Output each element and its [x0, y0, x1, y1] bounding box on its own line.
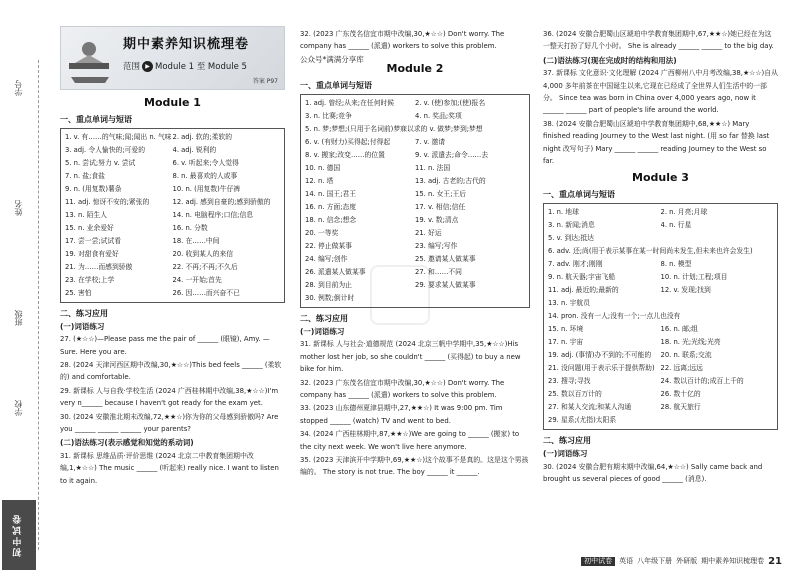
question: 30. (2024 安徽淮北期末改编,72,★★☆)你为你的父母感到骄傲吗? Are you ______ ______ ______ your parents?	[60, 412, 279, 433]
vocab-item: 21. 为……而感到骄傲	[65, 262, 133, 271]
name-label: 姓名	[14, 200, 23, 216]
vocab-item: 10. n. 德国	[305, 163, 341, 172]
vocab-item: 10. n. 计划;工程;项目	[660, 273, 728, 282]
vocab-item: 25. 害怕	[65, 288, 92, 297]
question: 33. (2023 山东德州夏津县期中,27,★★☆) It was 9:00 pm. Tim stopped ______ (watch) TV and went to bed.	[300, 404, 503, 425]
student-id-label: 学号	[14, 80, 23, 96]
subsection-heading: (二)语法练习(现在完成时的结构和用法)	[543, 55, 677, 65]
question: 37. 新课标 文化意识·文化理解 (2024 广西柳州八中月考改编,38,★☆☆)自从 4,000 多年前茶在中国诞生以来,它现在已经成了全世界人们生活中的一部分。 Since tea was born in China over 4,000 years ago, now it ______ ______ part of people's life around the world.	[543, 69, 778, 115]
vocab-item: 22. 停止做某事	[305, 241, 352, 250]
vocab-item: 27. 和……不同	[415, 267, 462, 276]
footer-subject: 英语	[619, 557, 634, 566]
vocab-item: 28. 航天旅行	[660, 403, 701, 412]
vocab-item: 12. n. 塔	[305, 176, 334, 185]
vocab-item: 4. n. 奖品;奖项	[415, 111, 462, 120]
vocab-item: 14. n. 电脑程序;口信;信息	[172, 210, 254, 219]
range-line	[123, 61, 247, 73]
vocab-item: 17. 尝一尝;试试看	[65, 236, 122, 245]
vocab-item: 12. v. 发现;找到	[660, 286, 711, 295]
vocab-item: 8. v. 搬家;改变……的位置	[305, 150, 385, 159]
vocab-item: 16. n. 邮;组	[660, 325, 698, 334]
vocab-item: 26. 数十亿的	[660, 390, 701, 399]
vocab-item: 4. n. 行星	[660, 221, 692, 230]
vocab-item: 20. 收到某人的来信	[172, 249, 234, 258]
vocab-item: 18. n. 光;光线;光亮	[660, 338, 721, 347]
vocab-item: 26. 派遣某人做某事	[305, 267, 366, 276]
vocab-item: 30. 例数;倒计时	[305, 293, 355, 302]
subsection-heading: (一)词语练习	[300, 326, 345, 336]
question: 27. (★☆☆)—Please pass me the pair of ______ (眼镜), Amy. —Sure. Here you are.	[60, 335, 270, 356]
question: 31. 新课标 思维品质·评价思维 (2024 北京二中教育集团期中改编,1,★☆☆) The music ______ (听起来) really nice. I want to listen to it again.	[60, 451, 279, 485]
section-heading: 一、重点单词与短语	[60, 114, 132, 124]
vocab-item: 4. adj. 锐利的	[172, 145, 217, 154]
title-banner	[60, 26, 285, 90]
range-prefix: 范围	[123, 62, 141, 72]
vocab-item: 29. 星系;(尤指)太阳系	[548, 416, 617, 425]
vocab-item: 6. v. (有财力)买得起;付得起	[305, 137, 391, 146]
school-label: 学校	[14, 400, 23, 416]
vocab-item: 1. adj. 曾经;从来;在任何时候	[305, 98, 395, 107]
vocab-item: 14. pron. 没有一人;没有一个;一点儿也没有	[548, 312, 681, 321]
question: 34. (2024 广西桂林期中,87,★★☆)We are going to ______ (搬家) to the city next week. We won't live here anymore.	[300, 430, 520, 451]
vocab-item: 5. n. 梦;梦想;(只用于名词前)梦寐以求的 v. 做梦;梦到;梦想	[305, 124, 483, 133]
section-heading: 二、练习应用	[300, 313, 348, 323]
footer-grade: 八年级下册	[637, 557, 673, 566]
vocab-item: 17. v. 相信;信任	[415, 202, 466, 211]
vocab-item: 29. 要求某人做某事	[415, 280, 476, 289]
section-heading: 一、重点单词与短语	[300, 80, 372, 90]
vocab-box	[300, 94, 530, 308]
vocab-item: 23. 编写;写作	[415, 241, 458, 250]
column-2	[300, 28, 530, 480]
question: 30. (2024 安徽合肥有期末期中改编,64,★☆☆) Sally came back and brought us several pieces of good ______ (消息).	[543, 462, 763, 483]
question: 32. (2023 广东茂名信宜市期中改编,30,★☆☆) Don't worry. The company has ______ (派遣) workers to solve this problem.	[300, 378, 505, 399]
vocab-item: 24. 数以百计的;成百上千的	[660, 377, 744, 386]
vocab-item: 2. v. (使)参加;(使)报名	[415, 98, 486, 107]
column-3	[543, 28, 778, 486]
vocab-item: 11. n. 法国	[415, 163, 451, 172]
vocab-item: 3. n. 比赛;竞争	[305, 111, 352, 120]
vocab-item: 2. adj. 软的;柔软的	[172, 132, 233, 141]
vocab-item: 9. n. (用复数)薯条	[65, 184, 122, 193]
question: 28. (2024 天津河西区期中改编,30,★☆☆)This bed feels ______ (柔软的) and comfortable.	[60, 360, 282, 382]
question: 32. (2023 广东茂名信宜市期中改编,30,★☆☆) Don't worry. The company has ______ (派遣) workers to solve this problem.	[300, 30, 505, 51]
vocab-item: 22. 远离;远远	[660, 364, 703, 373]
vocab-item: 15. n. 女王;王后	[415, 189, 467, 198]
binding-spine	[0, 0, 48, 574]
subsection-heading: (一)词语练习	[543, 449, 588, 459]
vocab-item: 6. v. 听起来;令人觉得	[172, 158, 239, 167]
vocab-item: 18. n. 信念;想念	[305, 215, 357, 224]
vocab-item: 11. adj. 惊讶不安的;紧张的	[65, 197, 150, 206]
question: 35. (2023 天津滨开中学期中,69,★★☆)这个故事不是真的。这是这个男孩编的。 The story is not true. The boy ______ it ______.	[300, 455, 529, 477]
question: 36. (2024 安徽合肥蜀山区琥珀中学教育集团期中,67,★★☆)她已经在为这一整天打扮了好几个小时。 She is already ______ ______ to the big day.	[543, 30, 774, 51]
vocab-item: 25. 数以百万计的	[548, 390, 602, 399]
vocab-item: 23. 搜寻;寻找	[548, 377, 591, 386]
play-icon: ▶	[142, 61, 153, 72]
vocab-item: 7. adv. 刚才;刚刚	[548, 260, 603, 269]
column-1	[60, 26, 285, 488]
vocab-item: 16. n. 分数	[172, 223, 208, 232]
vocab-item: 13. n. 陌生人	[65, 210, 107, 219]
vocab-item: 15. n. 业余爱好	[65, 223, 114, 232]
vocab-item: 2. n. 月亮;月球	[660, 208, 708, 217]
section-heading: 一、重点单词与短语	[543, 190, 615, 200]
question: 38. (2024 安徽合肥蜀山区琥珀中学教育集团期中,68,★★☆) Mary finished reading Journey to the West last night. (用 so far 替换 last night 改写句子) Mary ______ ______ reading Journey to the West so far.	[543, 119, 770, 166]
vocab-item: 12. adj. 感到自豪的;感到骄傲的	[172, 197, 271, 206]
class-label: 班级	[14, 310, 23, 326]
vocab-item: 16. n. 方面;态度	[305, 202, 357, 211]
vocab-item: 5. n. 尝试;努力 v. 尝试	[65, 158, 136, 167]
subsection-heading: (一)词语练习	[60, 321, 105, 331]
vocab-item: 21. 好运	[415, 228, 442, 237]
vocab-item: 28. 到目前为止	[305, 280, 352, 289]
reading-figure-icon	[65, 33, 115, 85]
vocab-item: 19. adj. (事情)办不到的;不可能的	[548, 351, 652, 360]
footer-label: 初中试卷	[581, 557, 615, 566]
question: 31. 新课标 人与社会·道德规范 (2024 北京三帆中学期中,35,★☆☆)His mother lost her job, so she couldn't ______ (买得起) to buy a new bike for him.	[300, 340, 521, 374]
vocab-item: 24. 一开始;首先	[172, 275, 222, 284]
brand-logo: 初中试卷	[2, 500, 36, 570]
vocab-item: 23. 在学校;上学	[65, 275, 115, 284]
vocab-item: 8. n. 模型	[660, 260, 692, 269]
footer-title: 期中素养知识梳理卷	[701, 557, 765, 566]
vocab-item: 17. n. 宇宙	[548, 338, 584, 347]
vocab-item: 9. v. 派遣去;命令……去	[415, 150, 489, 159]
vocab-item: 10. n. (用复数)牛仔裤	[172, 184, 241, 193]
vocab-item: 1. n. 地球	[548, 208, 579, 217]
vocab-item: 7. n. 盐;食盐	[65, 171, 105, 180]
page-number: 21	[768, 555, 782, 567]
vocab-item: 11. adj. 最近的;最新的	[548, 286, 619, 295]
section-heading: 二、练习应用	[543, 436, 591, 446]
vocab-item: 15. n. 环境	[548, 325, 584, 334]
vocab-item: 20. n. 联系;交流	[660, 351, 712, 360]
vocab-item: 20. 一等奖	[305, 228, 339, 237]
module-title: Module 2	[386, 62, 444, 76]
vocab-item: 13. adj. 古老的;古代的	[415, 176, 486, 185]
page-footer	[581, 556, 782, 569]
vocab-item: 18. 在……中间	[172, 236, 220, 245]
module-title: Module 1	[144, 96, 201, 109]
vocab-item: 24. 编写;创作	[305, 254, 348, 263]
subsection-heading: (二)语法练习(表示感觉和知觉的系动词)	[60, 438, 194, 448]
vocab-item: 13. n. 宇航员	[548, 299, 590, 308]
vocab-item: 19. 对甜食有爱好	[65, 249, 119, 258]
vocab-box	[60, 128, 285, 303]
module-title: Module 3	[632, 171, 689, 185]
range-text: Module 1 至 Module 5	[155, 62, 247, 72]
vocab-item: 19. v. 数;清点	[415, 215, 459, 224]
question: 29. 新课标 人与自我·学校生活 (2024 广西桂林期中改编,38,★☆☆)I'm very n______ because I haven't got ready for the exam yet.	[60, 386, 279, 408]
vocab-item: 7. v. 邀请	[415, 137, 446, 146]
section-heading: 二、练习应用	[60, 308, 108, 318]
cut-line	[38, 60, 39, 550]
vocab-box	[543, 203, 778, 430]
footer-edition: 外研版	[676, 557, 698, 566]
vocab-item: 9. n. 航天器;宇宙飞船	[548, 273, 616, 282]
vocab-item: 8. n. 最喜欢的人或事	[172, 171, 238, 180]
vocab-item: 6. adv. 还;尚(用于表示某事在某一时间尚未发生,但未来也许会发生)	[548, 247, 753, 256]
vocab-item: 22. 不再;不再;不久后	[172, 262, 238, 271]
vocab-item: 1. v. 有……的气味;闻;闻出 n. 气味	[65, 132, 172, 141]
vocab-item: 3. adj. 令人愉快的;可爱的	[65, 145, 145, 154]
page-title: 期中素养知识梳理卷	[123, 37, 250, 52]
vocab-item: 21. 没问题(用于表示乐于提供帮助)	[548, 364, 655, 373]
publisher-note: 公众号*满满分享库	[300, 54, 364, 64]
vocab-item: 14. n. 国王;君王	[305, 189, 357, 198]
vocab-item: 26. 因……而兴奋不已	[172, 288, 240, 297]
vocab-item: 25. 邀请某人做某事	[415, 254, 476, 263]
vocab-item: 5. v. 到达;抵达	[548, 234, 594, 243]
answer-ref: 答案 P97	[252, 78, 278, 85]
vocab-item: 3. n. 新闻;消息	[548, 221, 595, 230]
vocab-item: 27. 和某人交流;和某人沟通	[548, 403, 632, 412]
